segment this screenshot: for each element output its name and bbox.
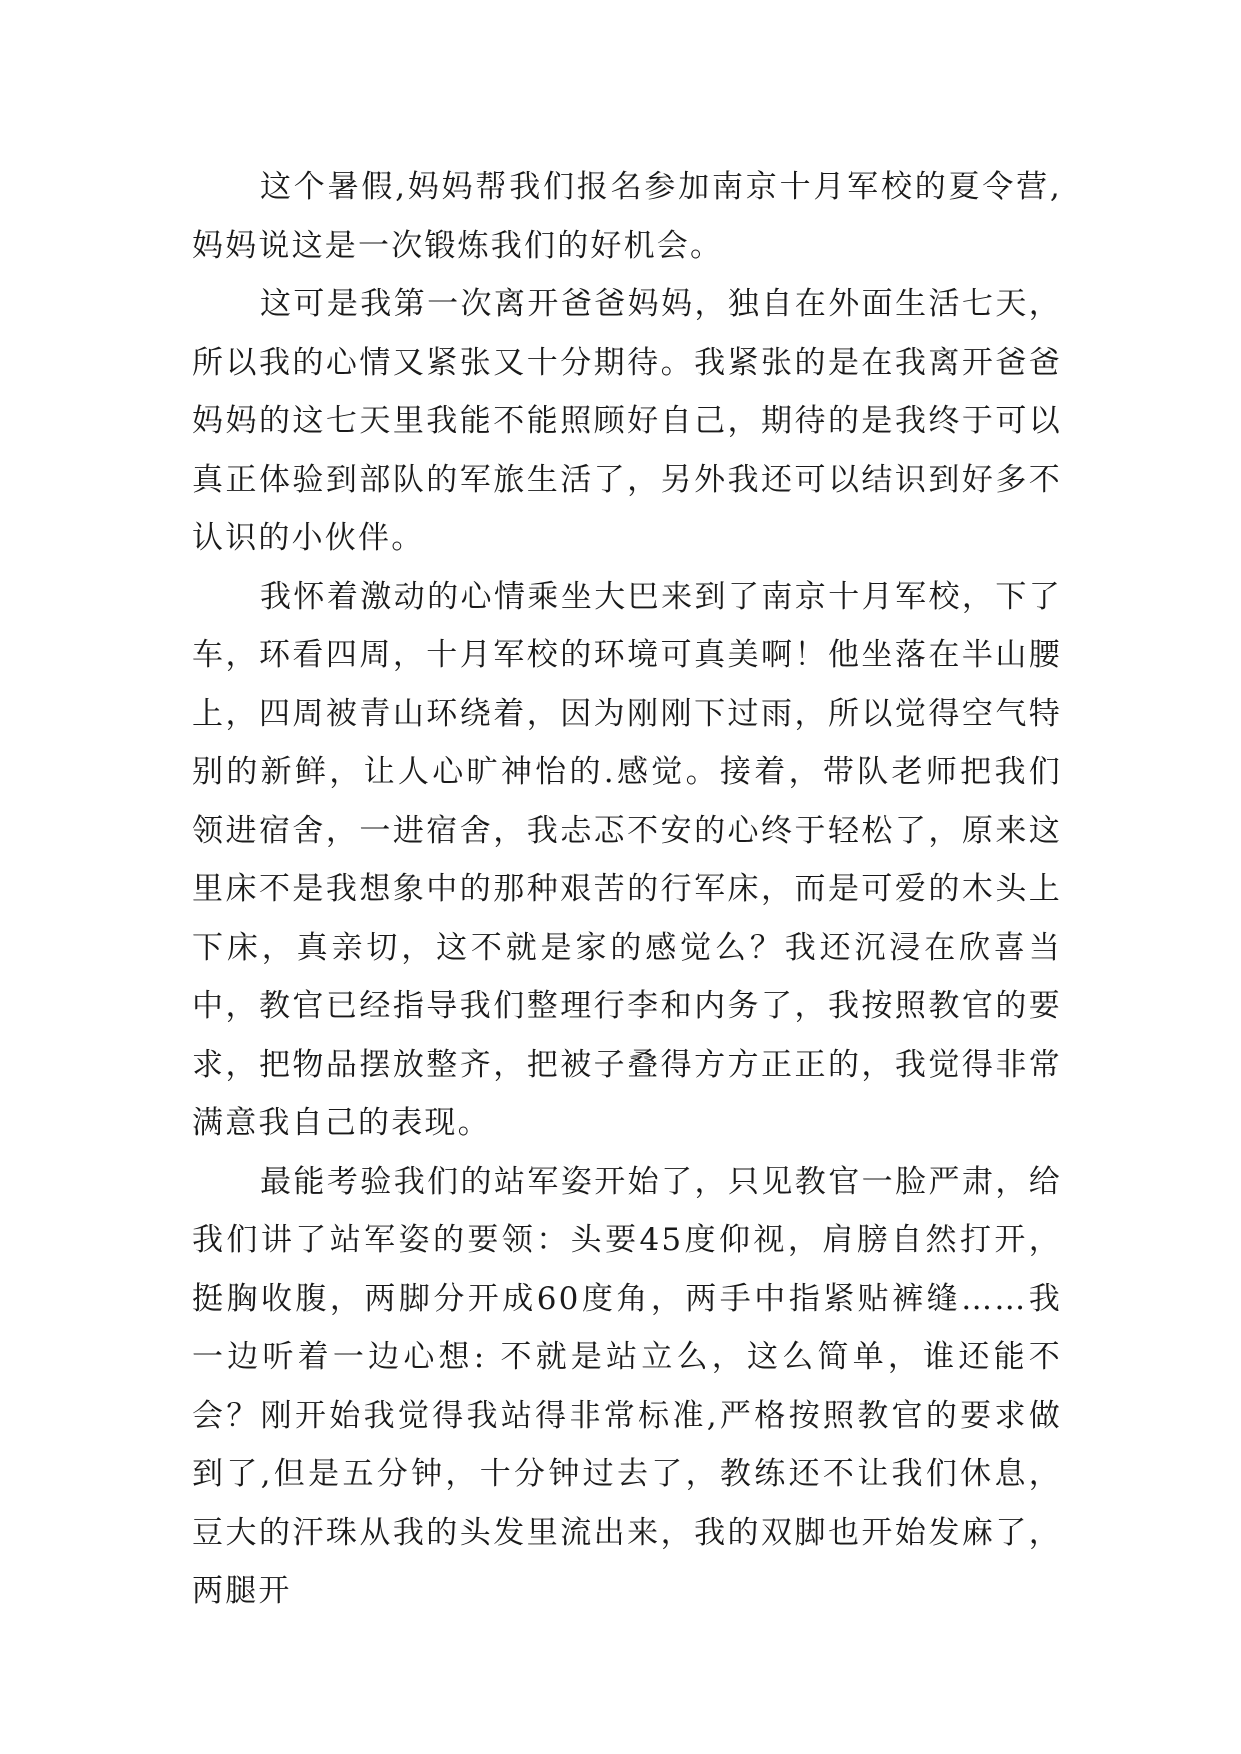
document-body [192,158,1062,1621]
paragraph-1: 这个暑假,妈妈帮我们报名参加南京十月军校的夏令营,妈妈说这是一次锻炼我们的好机会。 [192,169,1062,264]
paragraph-4: 最能考验我们的站军姿开始了，只见教官一脸严肃，给我们讲了站军姿的要领：头要45度仰视，肩膀自然打开，挺胸收腹，两脚分开成60度角，两手中指紧贴裤缝……我一边听着一边心想: 不就是站立么，这么简单，谁还能不会？刚开始我觉得我站得非常标准,严格按照教官的要求做到了,但是五分钟，十分钟过去了，教练还不让我们休息，豆大的汗珠从我的头发里流出来，我的双脚也开始发麻了，两腿开 [192,1163,1062,1609]
paragraph-2: 这可是我第一次离开爸爸妈妈，独自在外面生活七天，所以我的心情又紧张又十分期待。我紧张的是在我离开爸爸妈妈的这七天里我能不能照顾好自己，期待的是我终于可以真正体验到部队的军旅生活了，另外我还可以结识到好多不认识的小伙伴。 [192,286,1062,556]
paragraph-3: 我怀着激动的心情乘坐大巴来到了南京十月军校，下了车，环看四周，十月军校的环境可真美啊！他坐落在半山腰上，四周被青山环绕着，因为刚刚下过雨，所以觉得空气特别的新鲜，让人心旷神怡的.感觉。接着，带队老师把我们领进宿舍，一进宿舍，我忐忑不安的心终于轻松了，原来这里床不是我想象中的那种艰苦的行军床，而是可爱的木头上下床，真亲切，这不就是家的感觉么？我还沉浸在欣喜当中，教官已经指导我们整理行李和内务了，我按照教官的要求，把物品摆放整齐，把被子叠得方方正正的，我觉得非常满意我自己的表现。 [192,578,1062,1141]
